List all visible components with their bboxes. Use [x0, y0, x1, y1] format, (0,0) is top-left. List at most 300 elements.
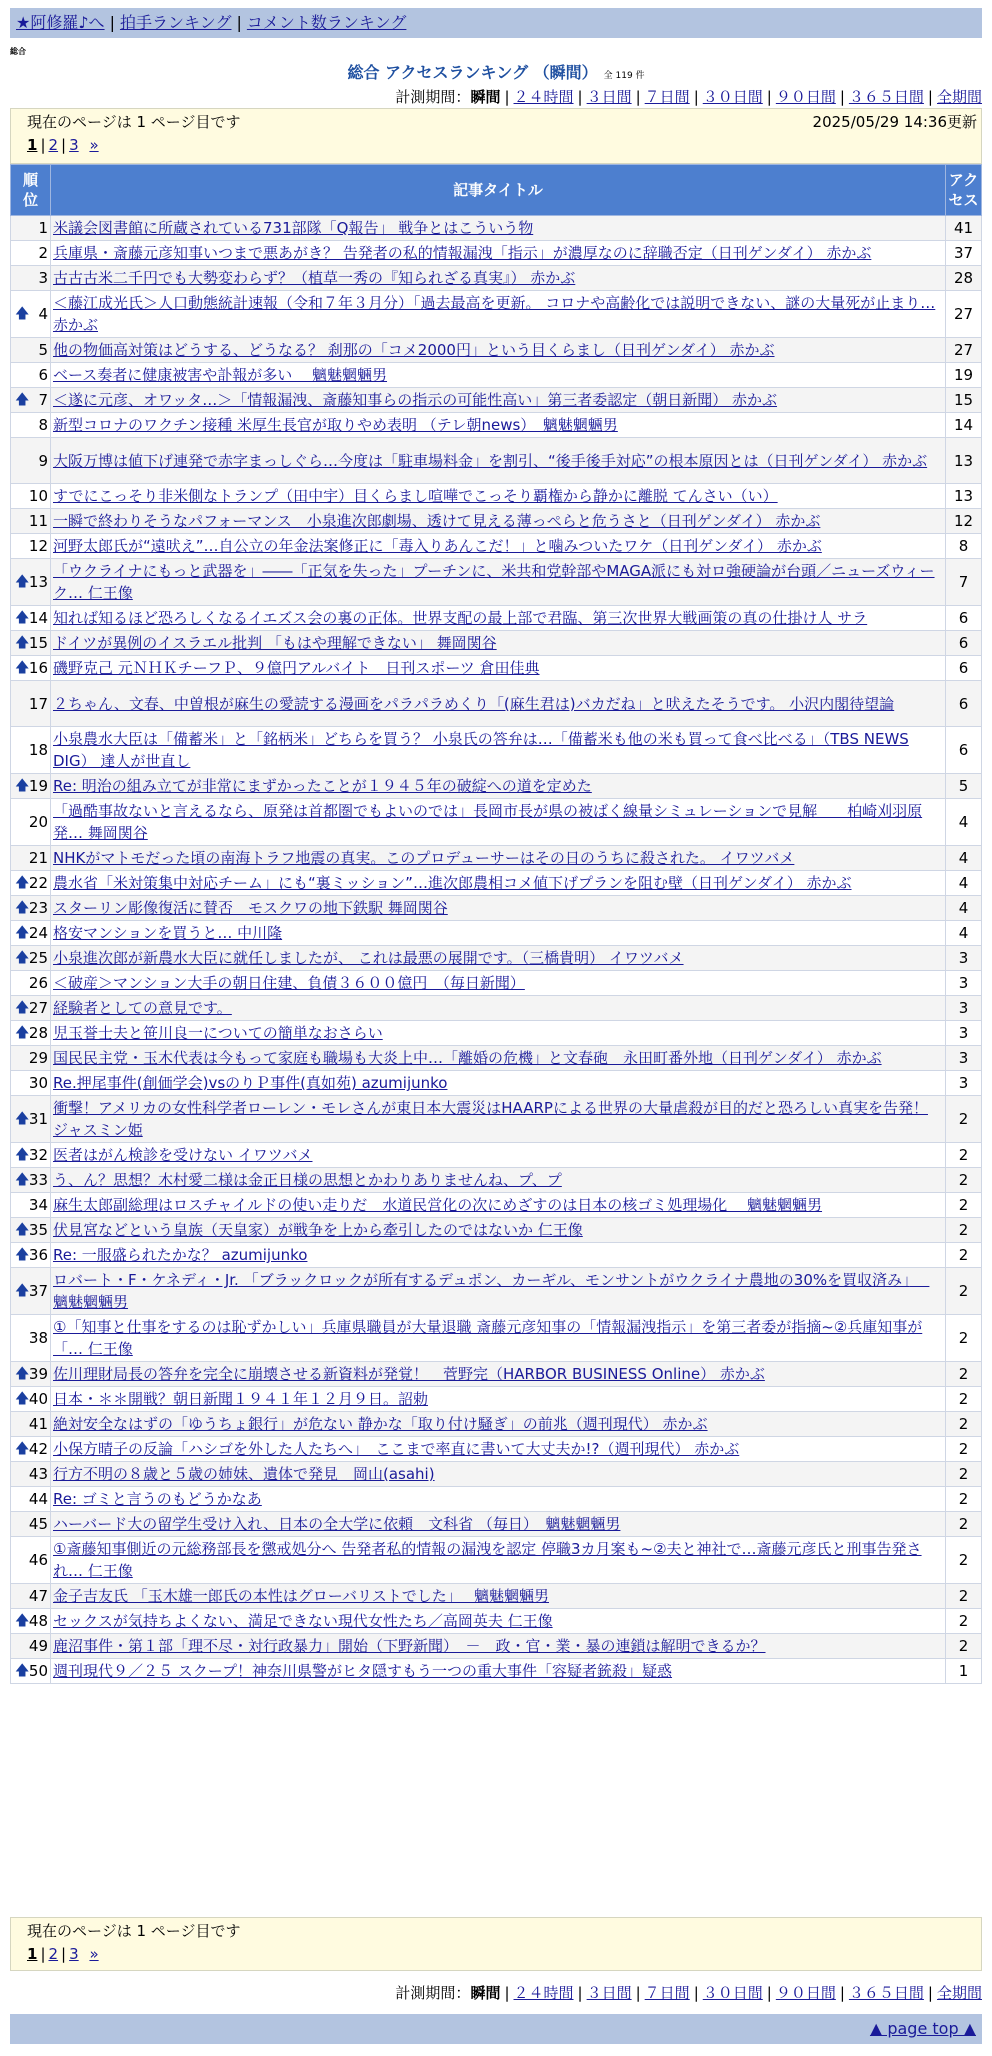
rank-number: 15	[28, 634, 48, 652]
table-row	[11, 363, 982, 388]
rank-number: 14	[28, 609, 48, 627]
rank-cell	[11, 799, 51, 846]
article-title-link[interactable]: 農水省「米対策集中対応チーム」にも“裏ミッション”…進次郎農相コメ値下げプランを阻む壁（日刊ゲンダイ） 赤かぶ	[53, 874, 852, 892]
rank-cell	[11, 681, 51, 727]
table-row	[11, 1168, 982, 1193]
table-row	[11, 799, 982, 846]
title-cell	[51, 1634, 946, 1659]
rank-number: 23	[28, 899, 48, 917]
period-link[interactable]: ３日間	[586, 88, 632, 106]
rank-cell	[11, 1387, 51, 1412]
period-link[interactable]: ２４時間	[513, 88, 574, 106]
home-link[interactable]: ★阿修羅♪へ	[16, 13, 105, 32]
title-cell	[51, 388, 946, 413]
period-selector-bottom	[395, 1982, 982, 2003]
rank-cell	[11, 216, 51, 241]
article-title-link[interactable]: 児玉誉士夫と笹川良一についての簡単なおさらい	[53, 1024, 383, 1042]
rank-cell	[11, 1659, 51, 1684]
rank-cell	[11, 438, 51, 484]
period-link[interactable]: ３６５日間	[848, 1984, 924, 2002]
title-cell	[51, 338, 946, 363]
access-count: 3	[946, 1071, 982, 1096]
rank-cell	[11, 1609, 51, 1634]
rank-cell	[11, 1268, 51, 1315]
title-cell	[51, 1659, 946, 1684]
table-row	[11, 631, 982, 656]
table-row	[11, 388, 982, 413]
article-title-link[interactable]: 衝撃！アメリカの女性科学者ローレン・モレさんが東日本大震災はHAARPによる世界の大量虐殺が目的だと恐ろしい真実を告発！ ジャスミン姫	[53, 1099, 928, 1139]
period-current: 瞬間	[470, 1984, 501, 2002]
rank-cell	[11, 241, 51, 266]
access-count: 2	[946, 1387, 982, 1412]
article-title-link[interactable]: すでにこっそり非米側なトランプ（田中宇）目くらまし喧嘩でこっそり覇権から静かに離脱 てんさい（い）	[53, 487, 778, 505]
rank-cell	[11, 631, 51, 656]
table-row	[11, 1243, 982, 1268]
table-row	[11, 1096, 982, 1143]
title-cell	[51, 1021, 946, 1046]
table-row	[11, 871, 982, 896]
article-title-link[interactable]: ＜遂に元彦、オワッタ…＞「情報漏洩、斎藤知事らの指示の可能性高い」第三者委認定（朝日新聞） 赤かぶ	[53, 391, 778, 409]
rank-cell	[11, 1046, 51, 1071]
title-cell	[51, 727, 946, 774]
period-link[interactable]: ３０日間	[702, 1984, 763, 2002]
title-cell	[51, 1462, 946, 1487]
up-arrow-icon: 🡅	[15, 925, 30, 941]
article-title-link[interactable]: 古古古米二千円でも大勢変わらず？（植草一秀の『知られざる真実』） 赤かぶ	[53, 269, 576, 287]
access-count: 4	[946, 871, 982, 896]
ranking-total-count: 全 119 件	[603, 71, 645, 81]
rank-number: 18	[28, 741, 48, 759]
rank-number: 1	[38, 219, 48, 237]
article-title-link[interactable]: 伏見宮などという皇族（天皇家）が戦争を上から牽引したのではないか 仁王像	[53, 1221, 583, 1239]
nav-separator: |	[109, 13, 115, 32]
up-arrow-icon: 🡅	[15, 1025, 30, 1041]
access-count: 15	[946, 388, 982, 413]
table-row	[11, 996, 982, 1021]
period-separator: |	[504, 88, 510, 106]
access-count: 2	[946, 1193, 982, 1218]
title-cell	[51, 606, 946, 631]
pager-separator: |	[40, 136, 46, 154]
pager-page-link[interactable]: 2	[48, 136, 59, 154]
title-cell	[51, 1243, 946, 1268]
title-cell	[51, 1512, 946, 1537]
title-cell	[51, 241, 946, 266]
title-cell	[51, 1193, 946, 1218]
rank-cell	[11, 727, 51, 774]
applause-ranking-link[interactable]: 拍手ランキング	[119, 13, 232, 32]
ranking-table	[10, 164, 982, 1684]
rank-cell	[11, 1071, 51, 1096]
access-count: 6	[946, 606, 982, 631]
table-row	[11, 1268, 982, 1315]
article-title-link[interactable]: 新型コロナのワクチン接種 米厚生長官が取りやめ表明 （テレ朝news） 魑魅魍魎男	[53, 416, 618, 434]
period-separator: |	[577, 1984, 583, 2002]
pager-next-link[interactable]: »	[89, 136, 99, 154]
article-title-link[interactable]: ベース奏者に健康被害や訃報が多い 魑魅魍魎男	[53, 366, 388, 384]
rank-cell	[11, 559, 51, 606]
rank-number: 50	[28, 1662, 48, 1680]
table-row	[11, 1387, 982, 1412]
period-link[interactable]: ３６５日間	[848, 88, 924, 106]
access-count: 13	[946, 438, 982, 484]
title-cell	[51, 631, 946, 656]
pager-separator: |	[61, 1945, 67, 1963]
article-title-link[interactable]: 鹿沼事件・第１部「理不尽・対行政暴力」開始（下野新聞） － 政・官・業・暴の連鎖は解明できるか？	[53, 1637, 766, 1655]
period-separator: |	[577, 88, 583, 106]
table-row	[11, 971, 982, 996]
article-title-link[interactable]: 経験者としての意見です。	[53, 999, 232, 1017]
rank-cell	[11, 774, 51, 799]
access-count: 2	[946, 1584, 982, 1609]
period-link[interactable]: ３日間	[586, 1984, 632, 2002]
rank-number: 38	[28, 1329, 48, 1347]
article-title-link[interactable]: 小泉進次郎が新農水大臣に就任しましたが、 これは最悪の展開です。（三橋貴明） イワツバメ	[53, 949, 684, 967]
ranking-title: 総合 アクセスランキング （瞬間）	[347, 63, 598, 82]
rank-cell	[11, 1193, 51, 1218]
article-title-link[interactable]: 兵庫県・斎藤元彦知事いつまで悪あがき？ 告発者の私的情報漏洩「指示」が濃厚なのに辞職否定（日刊ゲンダイ） 赤かぶ	[53, 244, 872, 262]
rank-number: 26	[28, 974, 48, 992]
period-link[interactable]: 全期間	[936, 88, 982, 106]
article-title-link[interactable]: ①「知事と仕事をするのは恥ずかしい」兵庫県職員が大量退職 斎藤元彦知事の「情報漏洩指示」を第三者委が指摘~②兵庫知事が「… 仁王像	[53, 1318, 923, 1358]
period-link[interactable]: ９０日間	[775, 1984, 836, 2002]
pager-current-page: 1	[27, 1945, 38, 1963]
access-count: 41	[946, 216, 982, 241]
title-cell	[51, 846, 946, 871]
table-row	[11, 1412, 982, 1437]
access-count: 6	[946, 681, 982, 727]
title-cell	[51, 1609, 946, 1634]
rank-cell	[11, 266, 51, 291]
rank-number: 8	[38, 416, 48, 434]
period-current: 瞬間	[470, 88, 501, 106]
rank-cell	[11, 484, 51, 509]
period-separator: |	[927, 1984, 933, 2002]
rank-number: 30	[28, 1074, 48, 1092]
rank-number: 31	[28, 1110, 48, 1128]
article-title-link[interactable]: スターリン彫像復活に賛否 モスクワの地下鉄駅 舞岡関谷	[53, 899, 448, 917]
rank-cell	[11, 606, 51, 631]
title-cell	[51, 1071, 946, 1096]
title-cell	[51, 1268, 946, 1315]
table-row	[11, 921, 982, 946]
title-cell	[51, 216, 946, 241]
rank-number: 16	[28, 659, 48, 677]
access-count: 13	[946, 484, 982, 509]
up-arrow-icon: 🡅	[15, 875, 30, 891]
access-count: 19	[946, 363, 982, 388]
title-cell	[51, 266, 946, 291]
article-title-link[interactable]: 医者はがん検診を受けない イワツバメ	[53, 1146, 313, 1164]
rank-cell	[11, 1512, 51, 1537]
title-cell	[51, 1096, 946, 1143]
table-row	[11, 1143, 982, 1168]
table-row	[11, 1193, 982, 1218]
rank-number: 22	[28, 874, 48, 892]
article-title-link[interactable]: 国民民主党・玉木代表は今もって家庭も職場も大炎上中…「離婚の危機」と文春砲 永田町番外地（日刊ゲンダイ） 赤かぶ	[53, 1049, 882, 1067]
access-count: 3	[946, 946, 982, 971]
article-title-link[interactable]: 大阪万博は値下げ連発で赤字まっしぐら…今度は「駐車場料金」を割引、“後手後手対応”の根本原因とは（日刊ゲンダイ） 赤かぶ	[53, 451, 928, 470]
rank-number: 32	[28, 1146, 48, 1164]
rank-number: 2	[38, 244, 48, 262]
access-count: 2	[946, 1218, 982, 1243]
title-cell	[51, 1218, 946, 1243]
article-title-link[interactable]: 他の物価高対策はどうする、どうなる？ 刹那の「コメ2000円」という目くらまし（日刊ゲンダイ） 赤かぶ	[53, 341, 775, 359]
title-cell	[51, 534, 946, 559]
up-arrow-icon: 🡅	[15, 1111, 30, 1127]
access-count: 28	[946, 266, 982, 291]
article-title-link[interactable]: 小泉農水大臣は「備蓄米」と「銘柄米」どちらを買う？ 小泉氏の答弁は…「備蓄米も他の米も買って食べ比べる」（TBS NEWS DIG） 達人が世直し	[53, 730, 909, 770]
table-row	[11, 338, 982, 363]
rank-cell	[11, 1437, 51, 1462]
pager-page-link[interactable]: 3	[69, 1945, 79, 1963]
period-separator: |	[504, 1984, 510, 2002]
up-arrow-icon: 🡅	[15, 1247, 30, 1263]
table-row	[11, 534, 982, 559]
period-label: 計測期間：	[395, 1984, 471, 2002]
table-row	[11, 1362, 982, 1387]
article-title-link[interactable]: ２ちゃん、文春、中曽根が麻生の愛読する漫画をパラパラめくり「(麻生君は)バカだね」と吠えたそうです。 小沢内閣待望論	[53, 694, 895, 713]
article-title-link[interactable]: う、ん？思想？木村愛二様は金正日様の思想とかわりありませんね、プ、プ	[53, 1171, 562, 1189]
rank-cell	[11, 921, 51, 946]
access-count: 3	[946, 996, 982, 1021]
up-arrow-icon: 🡅	[15, 1391, 30, 1407]
article-title-link[interactable]: Re: ゴミと言うのもどうかなあ	[53, 1490, 262, 1508]
rank-number: 33	[28, 1171, 48, 1189]
pager-separator: |	[61, 136, 67, 154]
article-title-link[interactable]: Re.押尾事件(創価学会)vsのりＰ事件(真如苑) azumijunko	[53, 1074, 448, 1092]
title-cell	[51, 774, 946, 799]
article-title-link[interactable]: 佐川理財局長の答弁を完全に崩壊させる新資料が発覚！ 菅野完（HARBOR BUSINESS Online） 赤かぶ	[53, 1365, 765, 1383]
period-link[interactable]: ２４時間	[513, 1984, 574, 2002]
table-row	[11, 1609, 982, 1634]
access-count: 2	[946, 1537, 982, 1584]
title-cell	[51, 871, 946, 896]
table-row	[11, 727, 982, 774]
rank-cell	[11, 1168, 51, 1193]
rank-number: 17	[28, 694, 48, 713]
article-title-link[interactable]: Re: 一服盛られたかな？ azumijunko	[53, 1246, 308, 1264]
title-cell	[51, 1143, 946, 1168]
article-title-link[interactable]: 麻生太郎副総理はロスチャイルドの使い走りだ 水道民営化の次にめざすのは日本の核ゴミ処理場化 魑魅魍魎男	[53, 1196, 823, 1214]
title-cell	[51, 1315, 946, 1362]
article-title-link[interactable]: セックスが気持ちよくない、満足できない現代女性たち／高岡英夫 仁王像	[53, 1612, 553, 1630]
access-count: 2	[946, 1096, 982, 1143]
article-title-link[interactable]: 米議会図書館に所蔵されている731部隊「Q報告」 戦争とはこういう物	[53, 219, 534, 237]
article-title-link[interactable]: 磯野克己 元ＮＨＫチーフＰ、９億円アルバイト 日刊スポーツ 倉田佳典	[53, 659, 540, 677]
rank-number: 47	[28, 1587, 48, 1605]
rank-cell	[11, 413, 51, 438]
title-cell	[51, 1362, 946, 1387]
article-title-link[interactable]: 格安マンションを買うと… 中川隆	[53, 924, 283, 942]
article-title-link[interactable]: 小保方晴子の反論「ハシゴを外した人たちへ」 ここまで率直に書いて大丈夫か!?（週刊現代） 赤かぶ	[53, 1440, 740, 1458]
comment-ranking-link[interactable]: コメント数ランキング	[246, 13, 407, 32]
access-count: 6	[946, 656, 982, 681]
table-row	[11, 241, 982, 266]
access-count: 3	[946, 1046, 982, 1071]
rank-number: 36	[28, 1246, 48, 1264]
table-row	[11, 1487, 982, 1512]
article-title-link[interactable]: 金子吉友氏 「玉木雄一郎氏の本性はグローバリストでした」 魑魅魍魎男	[53, 1587, 549, 1605]
up-arrow-icon: 🡅	[15, 1366, 30, 1382]
table-row	[11, 438, 982, 484]
article-title-link[interactable]: 日本・＊＊開戦？朝日新聞１９４１年１２月９日。詔勅	[53, 1390, 429, 1408]
article-title-link[interactable]: Re: 明治の組み立てが非常にまずかったことが１９４５年の破綻への道を定めた	[53, 777, 592, 795]
rank-number: 13	[28, 573, 48, 591]
up-arrow-icon: 🡅	[15, 1441, 30, 1457]
rank-cell	[11, 338, 51, 363]
period-selector	[395, 86, 982, 107]
rank-number: 42	[28, 1440, 48, 1458]
table-row	[11, 484, 982, 509]
pager-next-link[interactable]: »	[89, 1945, 99, 1963]
pager-page-link[interactable]: 2	[48, 1945, 59, 1963]
access-count: 2	[946, 1268, 982, 1315]
title-cell	[51, 896, 946, 921]
rank-number: 49	[28, 1637, 48, 1655]
up-arrow-icon: 🡅	[15, 306, 30, 322]
access-count: 2	[946, 1487, 982, 1512]
title-cell	[51, 1046, 946, 1071]
up-arrow-icon: 🡅	[15, 635, 30, 651]
article-title-link[interactable]: 週刊現代９／２５ スクープ！神奈川県警がヒタ隠すもう一つの重大事件「容疑者銃殺」疑惑	[53, 1662, 673, 1680]
up-arrow-icon: 🡅	[15, 392, 30, 408]
table-row	[11, 1634, 982, 1659]
page-top-link[interactable]: ▲ page top ▲	[869, 2019, 976, 2038]
period-separator: |	[839, 88, 845, 106]
ranking-table-body	[11, 216, 982, 1684]
rank-number: 29	[28, 1049, 48, 1067]
rank-number: 28	[28, 1024, 48, 1042]
rank-cell	[11, 896, 51, 921]
rank-number: 37	[28, 1282, 48, 1300]
article-title-link[interactable]: ドイツが異例のイスラエル批判 「もはや理解できない」 舞岡関谷	[53, 634, 497, 652]
article-title-link[interactable]: ①斎藤知事側近の元総務部長を懲戒処分へ 告発者私的情報の漏洩を認定 停職3カ月案も~②夫と神社で…斎藤元彦氏と刑事告発され… 仁王像	[53, 1540, 922, 1580]
rank-cell	[11, 1462, 51, 1487]
access-count: 12	[946, 509, 982, 534]
up-arrow-icon: 🡅	[15, 660, 30, 676]
title-header: 記事タイトル	[51, 165, 946, 216]
period-link[interactable]: ９０日間	[775, 88, 836, 106]
title-cell	[51, 656, 946, 681]
up-arrow-icon: 🡅	[15, 1000, 30, 1016]
pager-page-link[interactable]: 3	[69, 136, 79, 154]
pager	[27, 1942, 965, 1966]
title-cell	[51, 799, 946, 846]
title-cell	[51, 1437, 946, 1462]
access-count: 27	[946, 291, 982, 338]
rank-number: 41	[28, 1415, 48, 1433]
article-title-link[interactable]: 河野太郎氏が“遠吠え”…自公立の年金法案修正に「毒入りあんこだ！」と噛みついたワケ（日刊ゲンダイ） 赤かぶ	[53, 537, 822, 555]
article-title-link[interactable]: 「ウクライナにもっと武器を」――「正気を失った」プーチンに、米共和党幹部やMAGA派にも対ロ強硬論が台頭／ニューズウィーク… 仁王像	[53, 562, 935, 602]
article-title-link[interactable]: 絶対安全なはずの「ゆうちょ銀行」が危ない 静かな「取り付け騒ぎ」の前兆（週刊現代） 赤かぶ	[53, 1415, 708, 1433]
rank-cell	[11, 1412, 51, 1437]
article-title-link[interactable]: ハーバード大の留学生受け入れ、日本の全大学に依頼 文科省 （毎日） 魑魅魍魎男	[53, 1515, 621, 1533]
article-title-link[interactable]: ＜藤江成光氏＞人口動態統計速報（令和７年３月分）「過去最高を更新。 コロナや高齢化では説明できない、謎の大量死が止まり… 赤かぶ	[53, 294, 936, 334]
article-title-link[interactable]: 行方不明の８歳と５歳の姉妹、遺体で発見 岡山(asahi)	[53, 1465, 435, 1483]
rank-number: 5	[38, 341, 48, 359]
article-title-link[interactable]: 一瞬で終わりそうなパフォーマンス 小泉進次郎劇場、透けて見える薄っぺらと危うさと（日刊ゲンダイ） 赤かぶ	[53, 512, 821, 530]
access-count: 2	[946, 1462, 982, 1487]
article-title-link[interactable]: 「過酷事故ないと言えるなら、原発は首都圏でもよいのでは」長岡市長が県の被ばく線量シミュレーションで見解 柏崎刈羽原発… 舞岡関谷	[53, 802, 923, 842]
rank-number: 46	[28, 1551, 48, 1569]
access-count: 4	[946, 896, 982, 921]
table-row	[11, 896, 982, 921]
rank-cell	[11, 996, 51, 1021]
rank-number: 48	[28, 1612, 48, 1630]
rank-cell	[11, 1096, 51, 1143]
rank-cell	[11, 291, 51, 338]
top-nav-bar	[10, 8, 982, 38]
rank-cell	[11, 1143, 51, 1168]
title-cell	[51, 559, 946, 606]
rank-number: 3	[38, 269, 48, 287]
period-separator: |	[766, 1984, 772, 2002]
period-link[interactable]: ７日間	[644, 88, 690, 106]
rank-number: 21	[28, 849, 48, 867]
table-row	[11, 1512, 982, 1537]
title-cell	[51, 921, 946, 946]
period-separator: |	[766, 88, 772, 106]
table-row	[11, 1315, 982, 1362]
access-count: 4	[946, 921, 982, 946]
rank-cell	[11, 1634, 51, 1659]
table-row	[11, 1659, 982, 1684]
title-cell	[51, 1584, 946, 1609]
article-title-link[interactable]: ロバート・F・ケネディ・Jr. 「ブラックロックが所有するデュポン、カーギル、モンサントがウクライナ農地の30%を買収済み」 魑魅魍魎男	[53, 1271, 930, 1311]
title-cell	[51, 681, 946, 727]
current-page-text: 現在のページは 1 ページ目です	[27, 1922, 241, 1940]
rank-number: 39	[28, 1365, 48, 1383]
page-info-box	[10, 108, 982, 164]
access-count: 2	[946, 1243, 982, 1268]
rank-number: 19	[28, 777, 48, 795]
period-link[interactable]: 全期間	[936, 1984, 982, 2002]
period-link[interactable]: ３０日間	[702, 88, 763, 106]
pager-gap	[82, 1945, 87, 1963]
rank-cell	[11, 1537, 51, 1584]
access-count: 4	[946, 799, 982, 846]
access-count: 7	[946, 559, 982, 606]
table-row	[11, 1537, 982, 1584]
title-cell	[51, 363, 946, 388]
title-cell	[51, 291, 946, 338]
section-label: 総合	[10, 47, 26, 56]
table-row	[11, 1021, 982, 1046]
article-title-link[interactable]: 知れば知るほど恐ろしくなるイエズス会の裏の正体。世界支配の最上部で君臨、第三次世界大戦画策の真の仕掛け人 サラ	[53, 609, 868, 627]
updated-timestamp: 2025/05/29 14:36更新	[812, 113, 977, 131]
access-count: 4	[946, 846, 982, 871]
pager-separator: |	[40, 1945, 46, 1963]
article-title-link[interactable]: NHKがマトモだった頃の南海トラフ地震の真実。このプロデューサーはその日のうちに殺された。 イワツバメ	[53, 849, 795, 867]
rank-number: 11	[28, 512, 48, 530]
pager-current-page: 1	[27, 136, 38, 154]
rank-number: 35	[28, 1221, 48, 1239]
period-link[interactable]: ７日間	[644, 1984, 690, 2002]
access-count: 2	[946, 1412, 982, 1437]
up-arrow-icon: 🡅	[15, 900, 30, 916]
up-arrow-icon: 🡅	[15, 1613, 30, 1629]
table-row	[11, 774, 982, 799]
access-count: 2	[946, 1609, 982, 1634]
title-cell	[51, 484, 946, 509]
table-row	[11, 846, 982, 871]
rank-number: 25	[28, 949, 48, 967]
access-count: 2	[946, 1634, 982, 1659]
up-arrow-icon: 🡅	[15, 1663, 30, 1679]
article-title-link[interactable]: ＜破産＞マンション大手の朝日住建、負債３６００億円 （毎日新聞）	[53, 974, 525, 992]
up-arrow-icon: 🡅	[15, 610, 30, 626]
